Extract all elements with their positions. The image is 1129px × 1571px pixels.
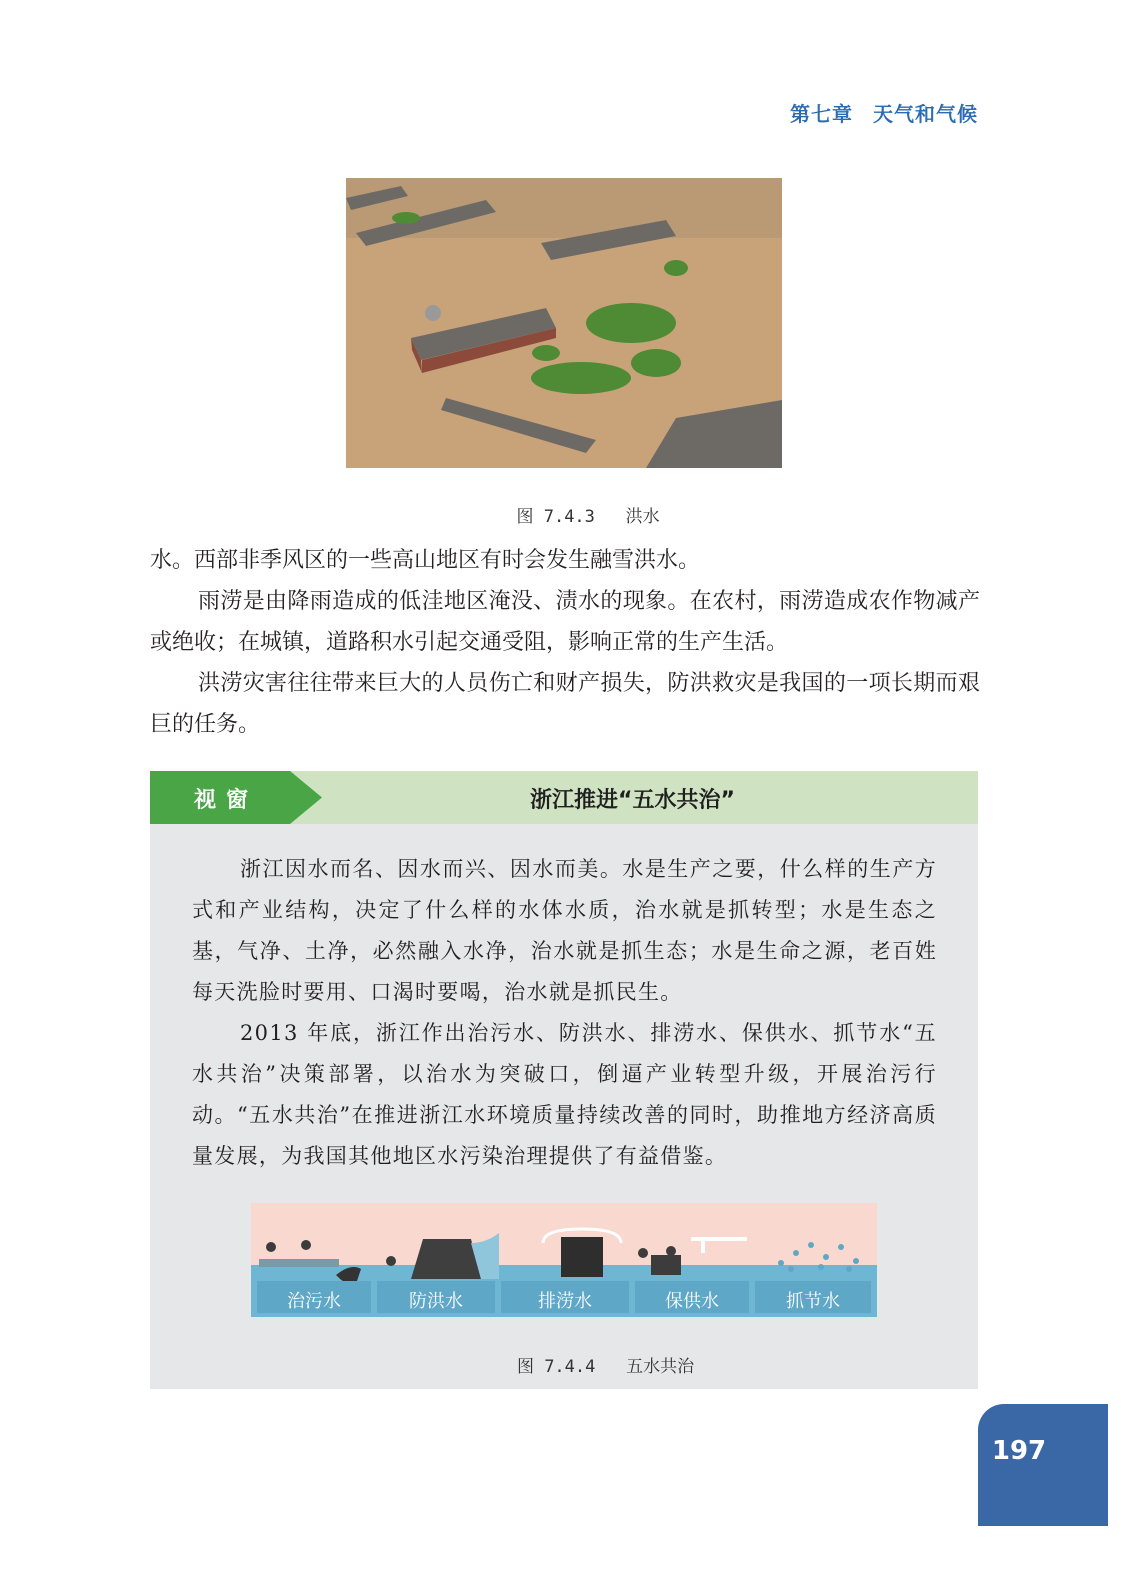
- five-water-label: 防洪水: [409, 1291, 463, 1312]
- five-water-label: 治污水: [287, 1291, 341, 1312]
- window-header: [150, 771, 978, 824]
- five-water-caption-number: 图 7.4.4: [516, 1357, 596, 1377]
- window-sidebar-box: [150, 771, 978, 1389]
- window-paragraph: 2013 年底，浙江作出治污水、防洪水、排涝水、保供水、抓节水“五水共治”决策部署，以治水为突破口，倒逼产业转型升级，开展治污行动。“五水共治”在推进浙江水环境质量持续改善的同时，助推地方经济高质量发展，为我国其他地区水污染治理提供了有益借鉴。: [192, 1021, 937, 1168]
- chapter-header: [790, 98, 980, 128]
- flood-caption-title: 洪水: [625, 507, 660, 527]
- five-water-label: 保供水: [665, 1291, 719, 1312]
- chapter-title: 天气和气候: [873, 102, 978, 126]
- five-water-figure: [251, 1203, 877, 1317]
- body-text: [150, 540, 980, 745]
- window-title: 浙江推进“五水共治”: [530, 788, 735, 813]
- flood-caption-number: 图 7.4.3: [516, 507, 595, 527]
- page-number: 197: [991, 1436, 1047, 1466]
- five-water-caption-title: 五水共治: [626, 1357, 695, 1377]
- window-tag: [150, 771, 322, 824]
- window-text: [192, 849, 937, 1177]
- body-paragraph: 雨涝是由降雨造成的低洼地区淹没、渍水的现象。在农村，雨涝造成农作物减产或绝收；在城镇，道路积水引起交通受阻，影响正常的生产生活。: [150, 589, 980, 655]
- window-tag-label: 视窗: [194, 788, 259, 813]
- body-paragraph: 水。西部非季风区的一些高山地区有时会发生融雪洪水。: [150, 548, 701, 573]
- five-water-label: 排涝水: [538, 1291, 592, 1312]
- five-water-label: 抓节水: [786, 1291, 840, 1312]
- window-paragraph: 浙江因水而名、因水而兴、因水而美。水是生产之要，什么样的生产方式和产业结构，决定了什么样的水体水质，治水就是抓转型；水是生态之基，气净、土净，必然融入水净，治水就是抓生态；水是生命之源，老百姓每天洗脸时要用、口渴时要喝，治水就是抓民生。: [192, 857, 937, 1004]
- five-water-caption: [476, 1332, 694, 1397]
- body-paragraph: 洪涝灾害往往带来巨大的人员伤亡和财产损失，防洪救灾是我国的一项长期而艰巨的任务。: [150, 671, 980, 737]
- flood-figure-caption: [496, 482, 660, 527]
- flood-photo: [346, 178, 782, 468]
- page-number-tab: [978, 1404, 1108, 1526]
- chapter-number: 第七章: [790, 102, 853, 126]
